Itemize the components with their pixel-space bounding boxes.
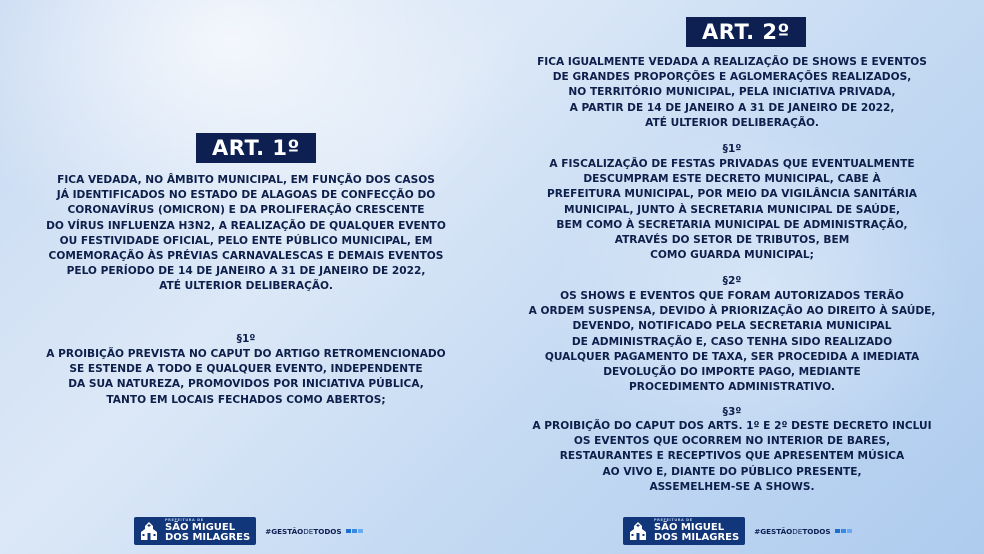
text-line: RESTAURANTES E RECEPTIVOS QUE APRESENTEM MÚSICA [559,450,905,463]
text-line: ASSEMELHEM-SE A SHOWS. [649,480,815,493]
text-line: OS EVENTOS QUE OCORREM NO INTERIOR DE BARES, [573,435,891,448]
text-line: A FISCALIZAÇÃO DE FESTAS PRIVADAS QUE EVENTUALMENTE [549,158,915,170]
hashtag-part-c: TODOS [802,526,831,536]
hashtag-part-b: DE [303,526,314,536]
article-1-text [26,173,466,295]
text-line: CORONAVÍRUS (OMICRON) E DA PROLIFERAÇÃO CRESCENTE [67,204,425,217]
footer-right [623,517,852,545]
text-line: A PROIBIÇÃO PREVISTA NO CAPUT DO ARTIGO RETROMENCIONADO [46,348,446,360]
text-line: PREFEITURA MUNICIPAL, POR MEIO DA VIGILÂNCIA SANITÁRIA [546,188,917,201]
logo-top-text: PREFEITURA DE [654,518,693,523]
text-line: AO VIVO E, DIANTE DO PÚBLICO PRESENTE, [602,465,862,478]
text-line: DA SUA NATUREZA, PROMOVIDOS POR INICIATIVA PÚBLICA, [68,378,424,391]
article-1-paragraph-1 [26,347,466,408]
text-line: ATÉ ULTERIOR DELIBERAÇÃO. [159,280,333,293]
decorative-dashes [345,529,363,533]
article-2-paragraph-1 [512,157,952,263]
decorative-dashes [834,529,852,533]
text-line: NO TERRITÓRIO MUNICIPAL, PELA INICIATIVA PRIVADA, [568,86,896,99]
text-line: ATRAVÉS DO SETOR DE TRIBUTOS, BEM [614,234,850,247]
church-logo-icon [627,520,649,542]
text-line: BEM COMO À SECRETARIA MUNICIPAL DE ADMINISTRAÇÃO, [556,218,908,231]
logo-top-text: PREFEITURA DE [165,518,204,523]
paragraph-label: §3º [722,406,742,418]
paragraph-label: §1º [236,333,256,345]
municipality-logo [623,517,745,545]
church-logo-icon [138,520,160,542]
text-line: COMEMORAÇÃO ÀS PRÉVIAS CARNAVALESCAS E DEMAIS EVENTOS [48,250,444,263]
text-line: DEVOLUÇÃO DO IMPORTE PAGO, MEDIANTE [603,366,861,379]
text-line: DEVENDO, NOTIFICADO PELA SECRETARIA MUNICIPAL [572,320,892,333]
text-line: FICA VEDADA, NO ÂMBITO MUNICIPAL, EM FUNÇÃO DOS CASOS [57,174,435,186]
text-line: TANTO EM LOCAIS FECHADOS COMO ABERTOS; [106,393,386,406]
article-2-paragraph-1-label [512,142,952,157]
hashtag-part-c: TODOS [313,526,342,536]
dash-mark [358,529,363,533]
article-2-paragraph-2 [512,289,952,395]
logo-title-line2: DOS MILAGRES [654,531,740,543]
text-line: JÁ IDENTIFICADOS NO ESTADO DE ALAGOAS DE CONFECÇÃO DO [56,189,436,202]
text-line: FICA IGUALMENTE VEDADA A REALIZAÇÃO DE SHOWS E EVENTOS [537,56,927,68]
text-line: A PARTIR DE 14 DE JANEIRO A 31 DE JANEIRO DE 2022, [569,101,895,114]
text-line: ATÉ ULTERIOR DELIBERAÇÃO. [645,116,819,129]
municipality-logo [134,517,256,545]
article-2-text [512,55,952,131]
article-2-paragraph-3-label [512,405,952,420]
text-line: DO VÍRUS INFLUENZA H3N2, A REALIZAÇÃO DE QUALQUER EVENTO [46,219,446,232]
right-panel [492,0,984,554]
logo-title-line2: DOS MILAGRES [165,531,251,543]
hashtag-part-a: #GESTÃO [265,526,304,536]
footer-left [134,517,363,545]
text-line: OS SHOWS E EVENTOS QUE FORAM AUTORIZADOS TERÃO [560,290,904,302]
article-2-badge: ART. 2º [686,17,806,47]
text-line: A PROIBIÇÃO DO CAPUT DOS ARTS. 1º E 2º DESTE DECRETO INCLUI [532,420,932,432]
logo-title-line1: SÃO MIGUEL [654,521,725,533]
text-line: PELO PERÍODO DE 14 DE JANEIRO A 31 DE JANEIRO DE 2022, [66,265,426,278]
text-line: COMO GUARDA MUNICIPAL; [650,249,814,262]
text-line: DE ADMINISTRAÇÃO E, CASO TENHA SIDO REALIZADO [571,335,893,348]
article-1-badge: ART. 1º [196,133,316,163]
dash-mark [847,529,852,533]
text-line: QUALQUER PAGAMENTO DE TAXA, SER PROCEDIDA A IMEDIATA [544,350,920,363]
hashtag [265,527,341,536]
article-1-paragraph-1-label [26,332,466,347]
text-line: A ORDEM SUSPENSA, DEVIDO À PRIORIZAÇÃO AO DIREITO À SAÚDE, [528,305,936,318]
paragraph-label: §1º [722,143,742,155]
text-line: OU FESTIVIDADE OFICIAL, PELO ENTE PÚBLICO MUNICIPAL, EM [59,234,433,247]
dash-mark [352,529,357,533]
paragraph-label: §2º [722,275,742,287]
logo-title-line1: SÃO MIGUEL [165,521,236,533]
article-2-paragraph-3 [512,419,952,495]
text-line: DE GRANDES PROPORÇÕES E AGLOMERAÇÕES REALIZADOS, [552,71,912,84]
dash-mark [346,529,351,533]
text-line: SE ESTENDE A TODO E QUALQUER EVENTO, INDEPENDENTE [69,363,423,376]
hashtag-part-a: #GESTÃO [754,526,793,536]
text-line: PROCEDIMENTO ADMINISTRATIVO. [629,381,835,394]
article-2-paragraph-2-label [512,274,952,289]
dash-mark [841,529,846,533]
dash-mark [835,529,840,533]
text-line: MUNICIPAL, JUNTO À SECRETARIA MUNICIPAL DE SAÚDE, [564,203,900,216]
text-line: DESCUMPRAM ESTE DECRETO MUNICIPAL, CABE À [583,173,881,186]
hashtag-part-b: DE [792,526,803,536]
hashtag [754,527,830,536]
